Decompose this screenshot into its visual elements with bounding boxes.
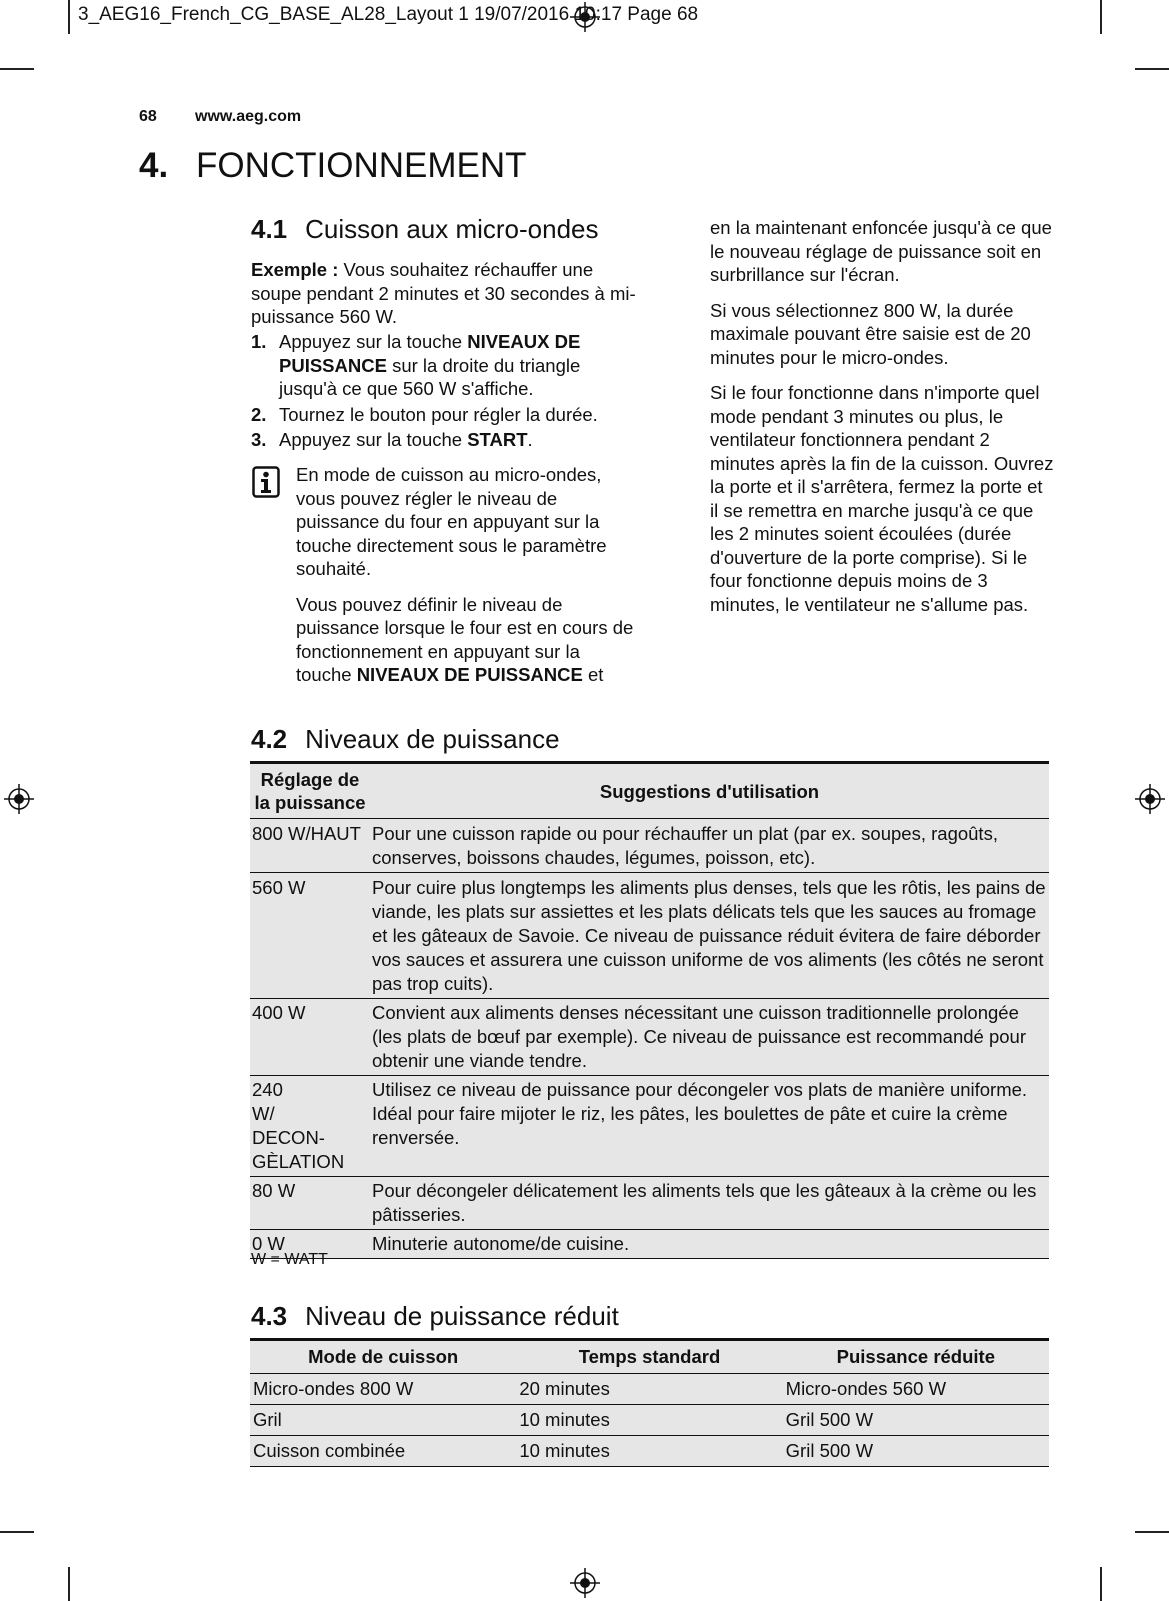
table-row xyxy=(250,819,1049,873)
column-header: Mode de cuisson xyxy=(250,1340,516,1374)
step-key: NIVEAUX DE PUISSANCE xyxy=(279,331,581,376)
crop-mark xyxy=(0,68,34,70)
table-cell: 20 minutes xyxy=(516,1374,782,1405)
table-row xyxy=(250,1177,1049,1230)
table-cell: Gril 500 W xyxy=(783,1405,1049,1436)
table-cell: Cuisson combinée xyxy=(250,1436,516,1467)
section-title: Cuisson aux micro-ondes xyxy=(305,214,599,244)
suggestion-cell: Minuterie autonome/de cuisine. xyxy=(370,1230,1049,1259)
info-icon xyxy=(252,466,280,498)
paragraph: en la maintenant enfoncée jusqu'à ce que le nouveau réglage de puissance soit en surbrillance sur l'écran. xyxy=(710,217,1052,285)
example-paragraph xyxy=(251,258,637,329)
info-text: Vous pouvez définir le niveau de puissance lorsque le four est en cours de fonctionnement en appuyant sur la touche xyxy=(296,593,634,685)
crop-mark xyxy=(1135,68,1169,70)
suggestion-cell: Pour une cuisson rapide ou pour réchauffer un plat (par ex. soupes, ragoûts, conserves, boissons chaudes, légumes, poisson, etc). xyxy=(370,819,1049,873)
step-text: Appuyez sur la touche xyxy=(279,429,468,450)
steps-list xyxy=(251,330,636,452)
info-text: et xyxy=(582,664,604,685)
registration-mark-icon xyxy=(4,784,34,814)
suggestion-cell: Pour cuire plus longtemps les aliments plus denses, tels que les rôtis, les pains de viande, les plats sur assiettes et les plats délicats tels que les sauces au fromage et les gâteaux de Savoie. Ce niveau de puissance réduit évitera de faire déborder vos sauces et assurera une cuisson uniforme de vos aliments (les côtés ne seront pas trop cuits). xyxy=(370,873,1049,999)
table-cell: Micro-ondes 800 W xyxy=(250,1374,516,1405)
suggestion-cell: Pour décongeler délicatement les aliments tels que les gâteaux à la crème ou les pâtisseries. xyxy=(370,1177,1049,1230)
info-key: NIVEAUX DE PUISSANCE xyxy=(356,664,583,685)
table-cell: Gril 500 W xyxy=(783,1436,1049,1467)
step-text: Tournez le bouton pour régler la durée. xyxy=(279,403,598,425)
section-title: Niveau de puissance réduit xyxy=(305,1301,619,1331)
crop-mark xyxy=(1135,1531,1169,1533)
section-heading xyxy=(251,724,560,755)
step-number: 1. xyxy=(251,331,267,352)
registration-mark-icon xyxy=(1135,784,1165,814)
section-title: Niveaux de puissance xyxy=(305,724,560,754)
reduced-power-table xyxy=(250,1338,1049,1467)
crop-mark xyxy=(68,1567,70,1601)
table-row xyxy=(250,873,1049,999)
table-cell: 10 minutes xyxy=(516,1405,782,1436)
power-level-cell: 400 W xyxy=(250,999,370,1076)
power-level-cell: 800 W/HAUT xyxy=(250,819,370,873)
paragraph: Si le four fonctionne dans n'importe quel mode pendant 3 minutes ou plus, le ventilateur fonctionnera pendant 2 minutes après la fin de la cuisson. Ouvrez la porte et il s'arrêtera, fermez la porte et il se remettra en marche jusqu'à ce que les 2 minutes soient écoulées (durée d'ouverture de la porte comprise). Si le four fonctionne depuis moins de 3 minutes, le ventilateur ne s'allume pas. xyxy=(710,382,1054,615)
unit-note: W = WATT xyxy=(251,1251,328,1268)
list-item xyxy=(251,403,636,427)
table-row xyxy=(250,1076,1049,1177)
step-number: 3. xyxy=(251,429,267,450)
column-header: Puissance réduite xyxy=(783,1340,1049,1374)
info-text: En mode de cuisson au micro-ondes, vous pouvez régler le niveau de puissance du four en appuyant sur la touche directement sous le paramètre souhaité. xyxy=(296,464,607,579)
print-slug: 3_AEG16_French_CG_BASE_AL28_Layout 1 19/07/2016 10:17 Page 68 xyxy=(78,4,699,25)
registration-mark-icon xyxy=(570,1568,600,1598)
section-number: 4.1 xyxy=(251,214,288,244)
table-header-row xyxy=(250,1340,1049,1374)
example-text: Vous souhaitez réchauffer une soupe pendant 2 minutes et 30 secondes à mi-puissance 560 W. xyxy=(251,259,636,327)
step-number: 2. xyxy=(251,403,267,425)
crop-mark xyxy=(1100,1567,1102,1601)
right-column xyxy=(710,216,1055,616)
paragraph: Si vous sélectionnez 800 W, la durée maximale pouvant être saisie est de 20 minutes pour le micro-ondes. xyxy=(710,299,1031,368)
section-heading xyxy=(251,214,599,245)
chapter-number: 4. xyxy=(139,146,169,185)
power-level-cell: 560 W xyxy=(250,873,370,999)
table-row xyxy=(250,1436,1049,1467)
suggestion-cell: Convient aux aliments denses nécessitant une cuisson traditionnelle prolongée (les plats de bœuf par exemple). Ce niveau de puissance est recommandé pour obtenir une viande tendre. xyxy=(370,999,1049,1076)
step-text: Appuyez sur la touche xyxy=(279,331,468,352)
page-number: 68 xyxy=(139,108,157,125)
crop-mark xyxy=(0,1531,34,1533)
table-row xyxy=(250,1374,1049,1405)
column-header: Réglage de la puissance xyxy=(250,763,370,819)
website-url: www.aeg.com xyxy=(195,108,302,125)
table-cell: 10 minutes xyxy=(516,1436,782,1467)
step-text: . xyxy=(527,429,533,450)
suggestion-cell: Utilisez ce niveau de puissance pour décongeler vos plats de manière uniforme. Idéal pour faire mijoter le riz, les pâtes, les boulettes de pâte et cuire la crème renversée. xyxy=(370,1076,1049,1177)
table-row xyxy=(250,1405,1049,1436)
table-row xyxy=(250,999,1049,1076)
list-item xyxy=(251,428,636,452)
table-row xyxy=(250,1230,1049,1259)
section-number: 4.3 xyxy=(251,1301,288,1331)
crop-mark xyxy=(68,0,70,34)
power-level-cell: 0 W xyxy=(250,1230,370,1259)
power-level-cell: 240 W/ DECON- GÈLATION xyxy=(250,1076,370,1177)
table-cell: Gril xyxy=(250,1405,516,1436)
column-header: Temps standard xyxy=(516,1340,782,1374)
crop-mark xyxy=(1100,0,1102,34)
step-key: START xyxy=(467,429,528,450)
power-level-cell: 80 W xyxy=(250,1177,370,1230)
column-header: Suggestions d'utilisation xyxy=(370,763,1049,819)
section-heading xyxy=(251,1301,619,1332)
list-item xyxy=(251,330,636,401)
step-text: sur la droite du triangle jusqu'à ce que 560 W s'affiche. xyxy=(279,354,581,399)
table-header-row xyxy=(250,763,1049,819)
info-note xyxy=(296,463,636,687)
power-levels-table xyxy=(250,761,1049,1259)
example-label: Exemple : xyxy=(251,259,339,280)
table-cell: Micro-ondes 560 W xyxy=(783,1374,1049,1405)
chapter-title: FONCTIONNEMENT xyxy=(196,146,527,185)
section-number: 4.2 xyxy=(251,724,288,754)
